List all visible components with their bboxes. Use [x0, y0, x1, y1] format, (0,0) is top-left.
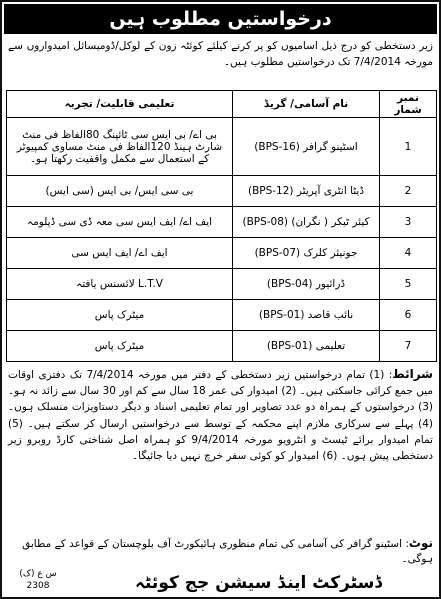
table-row [7, 269, 437, 300]
header-post-grade: نام آسامی/ گریڈ [233, 91, 380, 118]
table-header-row [7, 91, 437, 118]
table-row [7, 331, 437, 362]
table-row [7, 176, 437, 207]
note-text: : اسٹینو گرافر کی آسامی کی تمام منظوری ہائیکورٹ آف بلوچستان کے قواعد کے مطابق ہوگی۔ [22, 538, 433, 565]
row-serial-number: 5 [380, 269, 437, 300]
row-qualification: بی سی ایس/ بی ایس (سی ایس) [7, 176, 233, 207]
row-post-grade: جونیئر کلرک (BPS-07) [233, 238, 380, 269]
signature-line: ڈسٹرکٹ اینڈ سیشن جج کوئٹہ [135, 573, 382, 593]
reference-number: 2308 [26, 581, 50, 591]
row-qualification: ایف اے/ ایف ایس سی معہ ڈی سی ڈپلومہ [7, 207, 233, 238]
reference-stamp [10, 568, 66, 592]
vacancies-table [6, 90, 437, 362]
row-serial-number: 7 [380, 331, 437, 362]
row-post-grade: ڈیٹا انٹری آپریٹر (BPS-12) [233, 176, 380, 207]
row-serial-number: 1 [380, 118, 437, 176]
conditions-section [8, 366, 433, 534]
conditions-text: : (1) تمام درخواستیں زیر دستخطی کے دفتر میں مورخہ 7/4/2014 تک دفتری اوقات میں جمع کرائی جاسکتی ہیں۔ (2) امیدوار کی عمر 18 سال سے کم اور 30 سال سے زائد نہ ہو۔ (3) درخواستوں کے ہمراہ دو عدد تصاویر اور تمام تعلیمی اسناد و دیگر دستاویزات منسلک ہوں۔ (4) پہلے سے سرکاری ملازم اپنے محکمہ کے توسط سے درخواستیں ارسال کر سکتے ہیں۔ (5) تمام امیدوار برائے ٹیسٹ و انٹرویو مورخہ 9/4/2014 کو ہمراہ اصل شناختی کارڈ روبرو زیر دستخطی پیش ہوں۔ (6) امیدوار کو کوئی سفر خرچ نہیں دیا جائیگا۔ [8, 369, 433, 463]
note-section [8, 536, 433, 568]
row-post-grade: کیئر ٹیکر ( نگران) (BPS-08) [233, 207, 380, 238]
row-post-grade: ڈرائیور (BPS-04) [233, 269, 380, 300]
table-row [7, 118, 437, 176]
table-row [7, 207, 437, 238]
row-qualification: میٹرک پاس [7, 331, 233, 362]
row-qualification: ایف اے/ ایف ایس سی [7, 238, 233, 269]
reference-code: س ع (ک) [19, 569, 57, 579]
row-post-grade: نائب قاصد (BPS-01) [233, 300, 380, 331]
row-serial-number: 2 [380, 176, 437, 207]
row-qualification: بی اے/ بی ایس سی ٹائپنگ 80الفاظ فی منٹ شارٹ ہینڈ 120الفاظ فی منٹ مساوی کمپیوٹر کے استعمال سے مکمل واقفیت رکھتا ہو۔ [7, 118, 233, 176]
intro-paragraph: زیر دستخطی کو درج ذیل اسامیوں کو پر کرنے کیلئے کوئٹہ زون کے لوکل/ڈومیسائل امیدواروں سے مورخہ 7/4/2014 تک درخواستیں مطلوب ہیں۔ [8, 40, 433, 68]
row-serial-number: 3 [380, 207, 437, 238]
note-label: نوٹ [408, 536, 433, 550]
row-post-grade: تعلیمی (BPS-01) [233, 331, 380, 362]
page-title: درخواستیں مطلوب ہیں [4, 4, 437, 34]
row-serial-number: 4 [380, 238, 437, 269]
table-row [7, 238, 437, 269]
row-qualification: میٹرک پاس [7, 300, 233, 331]
header-qualification: تعلیمی قابلیت/ تجربہ [7, 91, 233, 118]
row-qualification: L.T.V لائسنس یافتہ [7, 269, 233, 300]
row-post-grade: اسٹینو گرافر (BPS-16) [233, 118, 380, 176]
table-row [7, 300, 437, 331]
row-serial-number: 6 [380, 300, 437, 331]
header-serial-number: نمبر شمار [380, 91, 437, 118]
conditions-label: شرائط [392, 367, 433, 381]
